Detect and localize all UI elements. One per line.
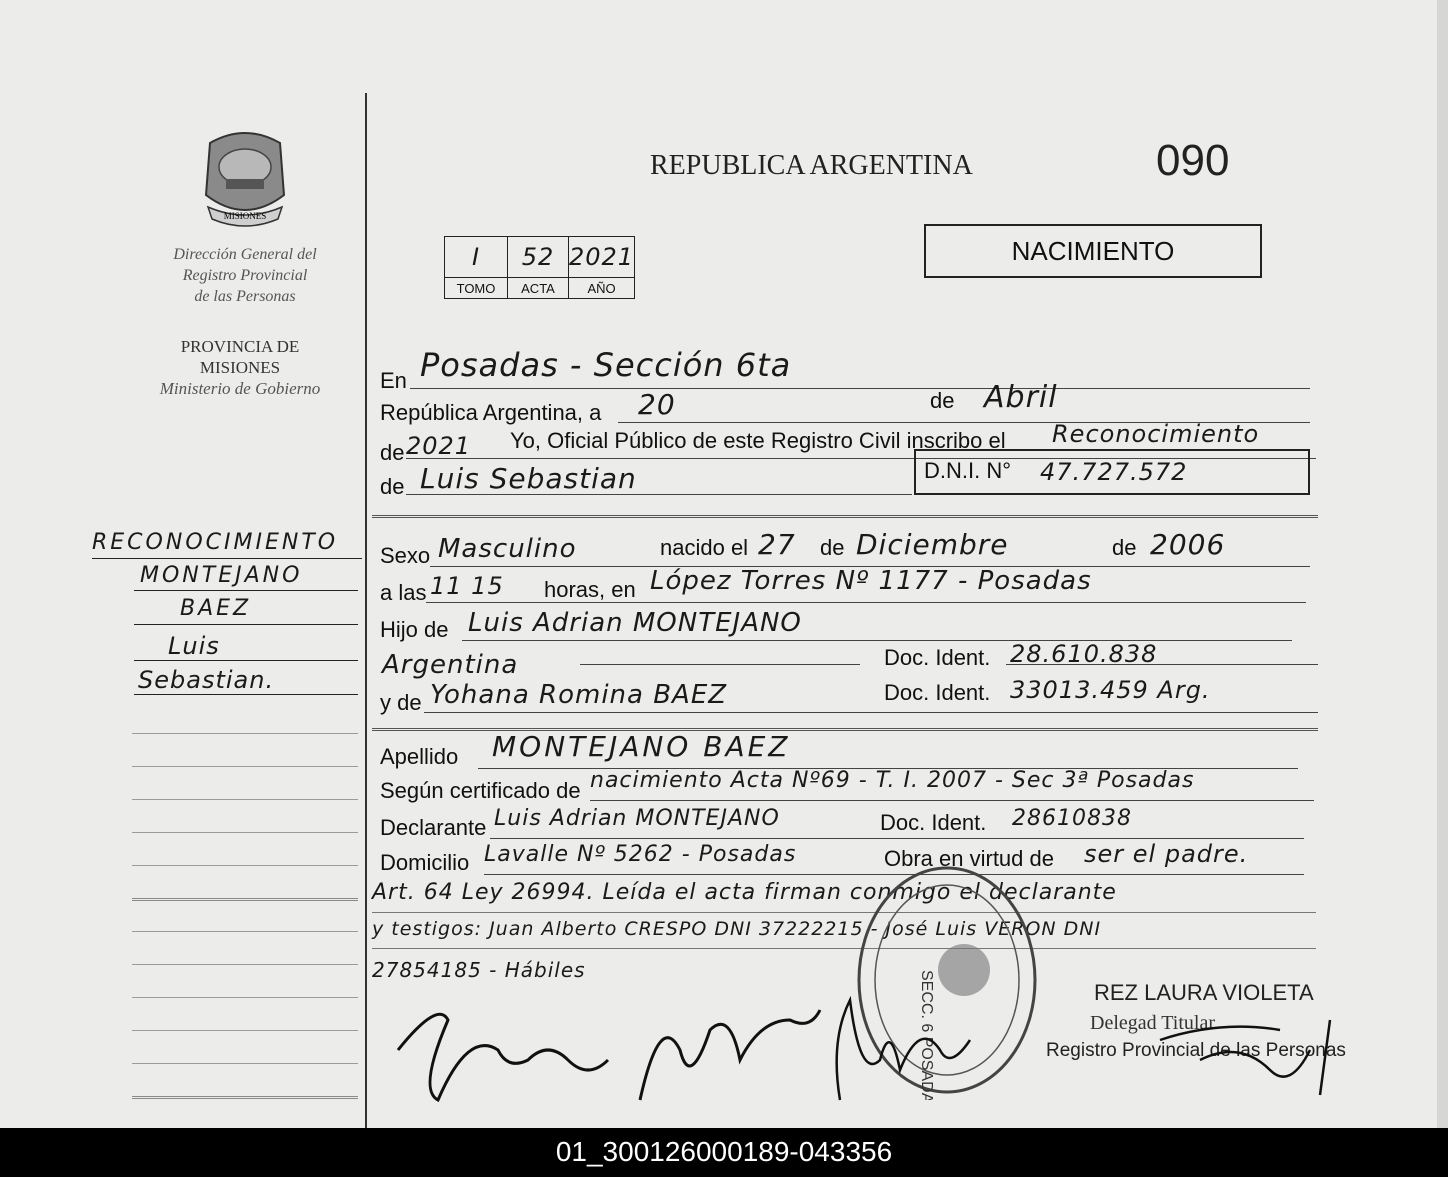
segun-value: nacimiento Acta Nº69 - T. I. 2007 - Sec 3ª Posadas bbox=[590, 768, 1195, 793]
dni-value: 47.727.572 bbox=[1040, 458, 1188, 486]
nacido-label: nacido el bbox=[660, 535, 749, 560]
signature-1 bbox=[378, 990, 658, 1115]
tomo-value: I bbox=[445, 237, 508, 278]
page-number: 090 bbox=[1156, 136, 1230, 185]
domicilio-value: Lavalle Nº 5262 - Posadas bbox=[484, 842, 797, 867]
margin-divider bbox=[365, 93, 367, 1133]
de3-label: de bbox=[1112, 535, 1137, 560]
margin-note-title: RECONOCIMIENTO bbox=[92, 530, 339, 555]
doc-ident-label2: Doc. Ident. bbox=[884, 680, 991, 705]
note-line-3: 27854185 - Hábiles bbox=[372, 958, 586, 982]
margin-line bbox=[132, 1063, 358, 1064]
year-value: 2021 bbox=[406, 432, 472, 460]
father-nationality: Argentina bbox=[382, 650, 519, 680]
y-de-label: y de bbox=[380, 690, 422, 715]
person-name: Luis Sebastian bbox=[420, 462, 637, 495]
signature-2 bbox=[620, 990, 840, 1125]
margin-line bbox=[132, 799, 358, 800]
declarante-value: Luis Adrian MONTEJANO bbox=[494, 806, 780, 831]
form-line bbox=[580, 664, 860, 665]
margin-line bbox=[132, 733, 358, 734]
note-line-1: Art. 64 Ley 26994. Leída el acta firman conmigo el declarante bbox=[372, 880, 1117, 905]
margin-note-surname1: MONTEJANO bbox=[140, 563, 303, 588]
a-las-label: a las bbox=[380, 580, 427, 605]
declarante-doc-label: Doc. Ident. bbox=[880, 810, 987, 835]
form-line bbox=[406, 494, 912, 495]
underline bbox=[134, 624, 358, 625]
underline bbox=[134, 694, 358, 695]
margin-line bbox=[132, 865, 358, 866]
sexo-value: Masculino bbox=[438, 534, 577, 564]
note-line-2: y testigos: Juan Alberto CRESPO DNI 37222215 - José Luis VERON DNI bbox=[372, 918, 1102, 940]
form-line bbox=[410, 388, 1310, 389]
section-divider bbox=[372, 515, 1318, 518]
underline bbox=[134, 590, 358, 591]
record-type: NACIMIENTO bbox=[1011, 236, 1175, 266]
province-line: PROVINCIA DE bbox=[180, 337, 300, 356]
official-title: Delegad Titular bbox=[1090, 1012, 1215, 1034]
margin-note-name2: Sebastian. bbox=[138, 666, 275, 694]
signature-3 bbox=[820, 960, 980, 1115]
father-name: Luis Adrian MONTEJANO bbox=[468, 608, 802, 638]
segun-label: Según certificado de bbox=[380, 778, 581, 803]
margin-line bbox=[132, 964, 358, 965]
birth-month: Diciembre bbox=[856, 528, 1009, 561]
form-line bbox=[424, 712, 1318, 713]
birth-year: 2006 bbox=[1150, 528, 1226, 561]
father-doc: 28.610.838 bbox=[1010, 640, 1158, 668]
year-prefix: de bbox=[380, 440, 405, 465]
form-line bbox=[372, 948, 1316, 949]
official-name: REZ LAURA VIOLETA bbox=[1094, 980, 1314, 1005]
obra-label: Obra en virtud de bbox=[884, 846, 1054, 871]
anio-header: AÑO bbox=[569, 278, 635, 299]
declarante-label: Declarante bbox=[380, 815, 487, 840]
apellido-label: Apellido bbox=[380, 744, 459, 769]
signature-official bbox=[1140, 1000, 1360, 1105]
form-line bbox=[462, 640, 1292, 641]
record-type-box bbox=[924, 224, 1262, 278]
month-value: Abril bbox=[984, 380, 1058, 415]
org-name bbox=[150, 244, 340, 307]
hijo-label: Hijo de bbox=[380, 617, 449, 642]
birth-time: 11 15 bbox=[430, 572, 504, 600]
province-line: MISIONES bbox=[199, 358, 281, 377]
form-line bbox=[426, 602, 1306, 603]
declarante-doc: 28610838 bbox=[1012, 806, 1132, 831]
en-label: En bbox=[380, 368, 407, 393]
margin-line bbox=[132, 766, 358, 767]
ministry-name: Ministerio de Gobierno bbox=[159, 379, 321, 398]
doc-ident-label: Doc. Ident. bbox=[884, 645, 991, 670]
day-value: 20 bbox=[638, 388, 676, 421]
margin-line bbox=[132, 832, 358, 833]
mother-name: Yohana Romina BAEZ bbox=[430, 680, 728, 710]
domicilio-label: Domicilio bbox=[380, 850, 470, 875]
birth-place: López Torres Nº 1177 - Posadas bbox=[650, 566, 1092, 596]
sexo-label: Sexo bbox=[380, 543, 431, 568]
mother-doc: 33013.459 Arg. bbox=[1010, 676, 1211, 704]
org-line: Registro Provincial bbox=[182, 267, 308, 284]
org-line: de las Personas bbox=[194, 288, 296, 305]
record-table bbox=[444, 236, 635, 299]
margin-line bbox=[132, 898, 358, 901]
form-line bbox=[490, 838, 1304, 839]
margin-line bbox=[132, 997, 358, 998]
province-block bbox=[150, 336, 330, 399]
underline bbox=[134, 660, 358, 661]
margin-line bbox=[132, 1096, 358, 1099]
scan-footer bbox=[0, 1128, 1448, 1177]
svg-text:MISIONES: MISIONES bbox=[223, 211, 267, 221]
form-line bbox=[590, 800, 1314, 801]
tomo-header: TOMO bbox=[445, 278, 508, 299]
place-value: Posadas - Sección 6ta bbox=[420, 346, 792, 384]
birth-day: 27 bbox=[758, 528, 796, 561]
de2-label: de bbox=[820, 535, 845, 560]
acta-header: ACTA bbox=[508, 278, 569, 299]
margin-note-name1: Luis bbox=[168, 632, 220, 660]
acta-value: 52 bbox=[508, 237, 569, 278]
margin-note-surname2: BAEZ bbox=[180, 596, 252, 621]
country-title: REPUBLICA ARGENTINA bbox=[650, 150, 973, 181]
act-kind: Reconocimiento bbox=[1052, 420, 1260, 448]
underline bbox=[92, 558, 362, 559]
oficial-text: Yo, Oficial Público de este Registro Civil inscribo el bbox=[510, 428, 1006, 453]
de-label: de bbox=[930, 388, 955, 413]
republica-label: República Argentina, a bbox=[380, 400, 602, 425]
page-edge bbox=[1437, 0, 1448, 1128]
de-person-label: de bbox=[380, 474, 405, 499]
margin-line bbox=[132, 931, 358, 932]
scan-code: 01_300126000189-043356 bbox=[555, 1136, 893, 1167]
coat-of-arms-logo bbox=[190, 125, 300, 235]
form-line bbox=[372, 912, 1316, 913]
official-office: Registro Provincial de las Personas bbox=[1046, 1040, 1346, 1061]
apellido-value: MONTEJANO BAEZ bbox=[492, 730, 791, 763]
svg-text:SECC. 6 POSADAS: SECC. 6 POSADAS bbox=[918, 970, 935, 1100]
margin-line bbox=[132, 1030, 358, 1031]
dni-label: D.N.I. N° bbox=[924, 458, 1012, 483]
obra-value: ser el padre. bbox=[1084, 840, 1249, 868]
anio-value: 2021 bbox=[569, 237, 635, 278]
horas-label: horas, en bbox=[544, 577, 636, 602]
form-line bbox=[1006, 664, 1318, 665]
org-line: Dirección General del bbox=[173, 246, 317, 263]
